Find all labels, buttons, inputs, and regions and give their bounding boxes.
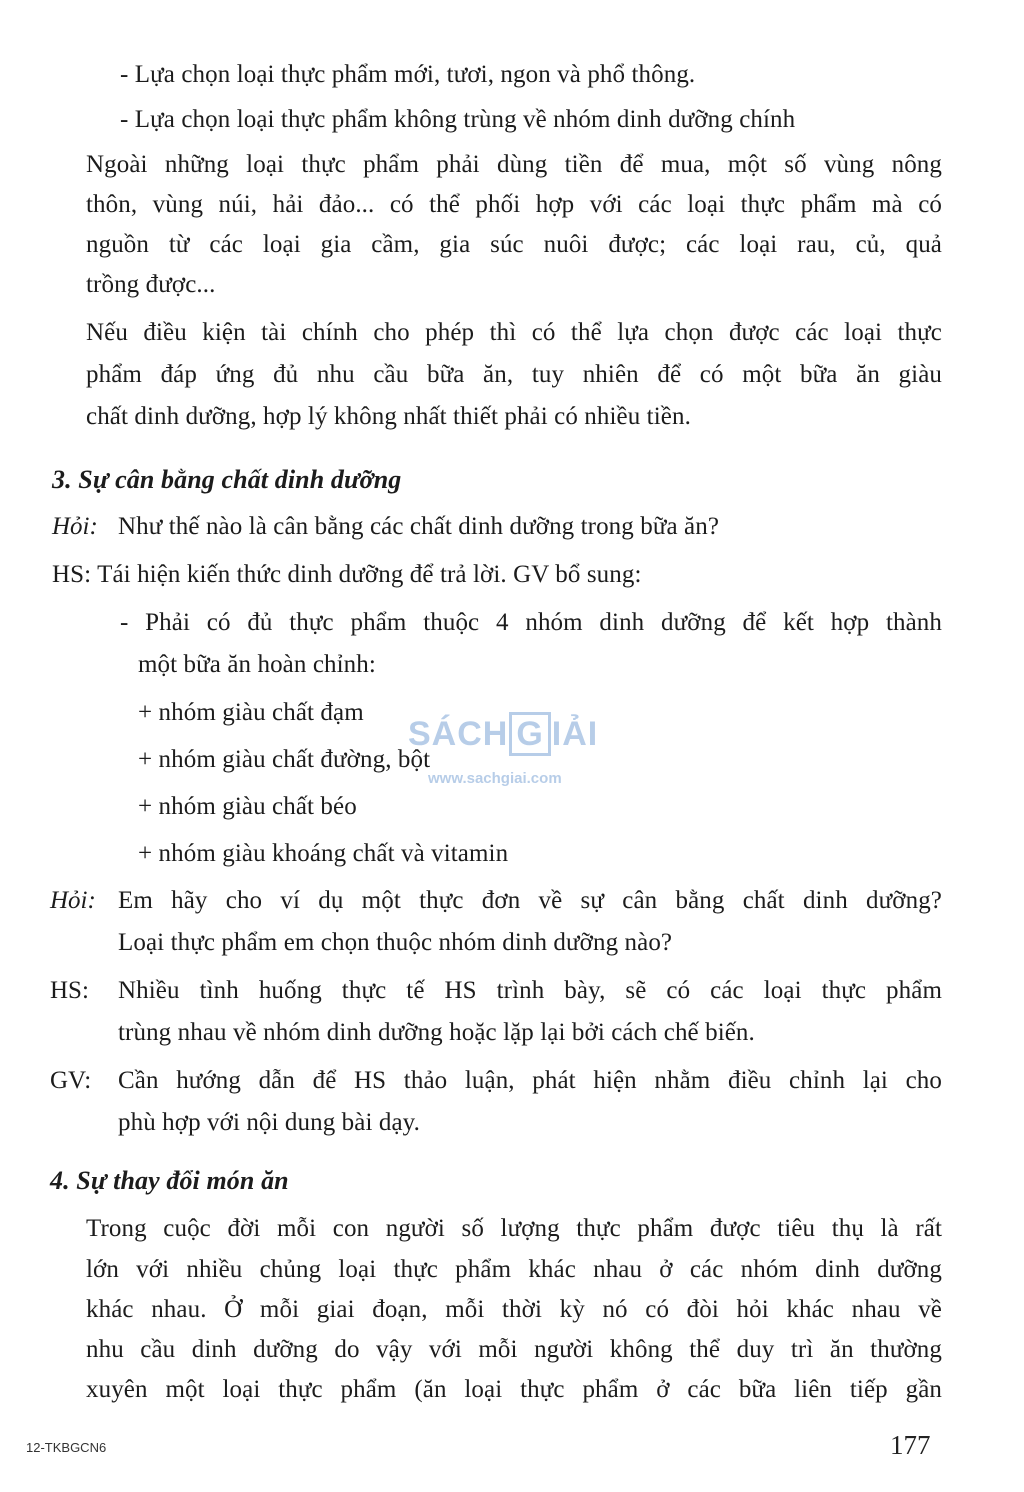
watermark-url: www.sachgiai.com bbox=[428, 770, 562, 787]
footer-code: 12-TKBGCN6 bbox=[26, 1440, 107, 1455]
student-label: HS: bbox=[50, 977, 89, 1004]
nutrient-group-item: + nhóm giàu chất béo bbox=[138, 793, 357, 820]
watermark-logo bbox=[408, 712, 598, 756]
watermark-logo-right: IẢI bbox=[551, 715, 599, 753]
question-label: Hỏi: bbox=[52, 513, 98, 540]
paragraph-line: chất dinh dưỡng, hợp lý không nhất thiết phải có nhiều tiền. bbox=[86, 403, 691, 430]
paragraph-line: nguồn từ các loại gia cầm, gia súc nuôi được; các loại rau, củ, quả bbox=[86, 231, 942, 258]
question-text: Như thế nào là cân bằng các chất dinh dưỡng trong bữa ăn? bbox=[118, 513, 720, 540]
teacher-note-line: phù hợp với nội dung bài dạy. bbox=[118, 1109, 420, 1136]
nutrient-group-item: + nhóm giàu khoáng chất và vitamin bbox=[138, 840, 509, 867]
bullet-line: - Lựa chọn loại thực phẩm mới, tươi, ngon và phổ thông. bbox=[120, 61, 696, 88]
question-text: Loại thực phẩm em chọn thuộc nhóm dinh dưỡng nào? bbox=[118, 929, 673, 956]
paragraph-line: Nếu điều kiện tài chính cho phép thì có thể lựa chọn được các loại thực bbox=[86, 319, 942, 346]
watermark-logo-left: SÁCH bbox=[408, 715, 509, 753]
paragraph-line: nhu cầu dinh dưỡng do vậy với mỗi người không thể duy trì ăn thường bbox=[86, 1336, 942, 1363]
teacher-label: GV: bbox=[50, 1067, 92, 1094]
paragraph-line: phẩm đáp ứng đủ nhu cầu bữa ăn, tuy nhiên để có một bữa ăn giàu bbox=[86, 361, 942, 388]
bullet-line: - Lựa chọn loại thực phẩm không trùng về nhóm dinh dưỡng chính bbox=[120, 106, 796, 133]
paragraph-line: lớn với nhiều chủng loại thực phẩm khác nhau ở các nhóm dinh dưỡng bbox=[86, 1256, 942, 1283]
paragraph-line: trồng được... bbox=[86, 271, 216, 298]
question-label: Hỏi: bbox=[50, 887, 96, 914]
student-answer-line: trùng nhau về nhóm dinh dưỡng hoặc lặp lại bởi cách chế biến. bbox=[118, 1019, 755, 1046]
nutrient-group-item: + nhóm giàu chất đường, bột bbox=[138, 746, 431, 773]
paragraph-line: Trong cuộc đời mỗi con người số lượng thực phẩm được tiêu thụ là rất bbox=[86, 1215, 942, 1242]
question-text: Em hãy cho ví dụ một thực đơn về sự cân bằng chất dinh dưỡng? bbox=[118, 887, 942, 914]
paragraph-line: xuyên một loại thực phẩm (ăn loại thực phẩm ở các bữa liên tiếp gần bbox=[86, 1376, 942, 1403]
paragraph-line: Ngoài những loại thực phẩm phải dùng tiền để mua, một số vùng nông bbox=[86, 151, 942, 178]
student-answer-line: HS: Tái hiện kiến thức dinh dưỡng để trả lời. GV bổ sung: bbox=[52, 561, 642, 588]
nutrient-group-item: + nhóm giàu chất đạm bbox=[138, 699, 364, 726]
page-number: 177 bbox=[890, 1430, 931, 1460]
watermark bbox=[408, 694, 618, 794]
student-answer-line: Nhiều tình huống thực tế HS trình bày, sẽ có các loại thực phẩm bbox=[118, 977, 942, 1004]
watermark-logo-box: G bbox=[509, 712, 550, 756]
teacher-note-line: Cần hướng dẫn để HS thảo luận, phát hiện nhằm điều chỉnh lại cho bbox=[118, 1067, 942, 1094]
bullet-line: một bữa ăn hoàn chỉnh: bbox=[138, 651, 376, 678]
section-heading: 3. Sự cân bằng chất dinh dưỡng bbox=[52, 465, 402, 494]
paragraph-line: thôn, vùng núi, hải đảo... có thể phối hợp với các loại thực phẩm mà có bbox=[86, 191, 942, 218]
section-heading: 4. Sự thay đổi món ăn bbox=[50, 1166, 289, 1195]
bullet-line: - Phải có đủ thực phẩm thuộc 4 nhóm dinh dưỡng để kết hợp thành bbox=[120, 609, 942, 636]
paragraph-line: khác nhau. Ở mỗi giai đoạn, mỗi thời kỳ nó có đòi hỏi khác nhau về bbox=[86, 1296, 942, 1323]
